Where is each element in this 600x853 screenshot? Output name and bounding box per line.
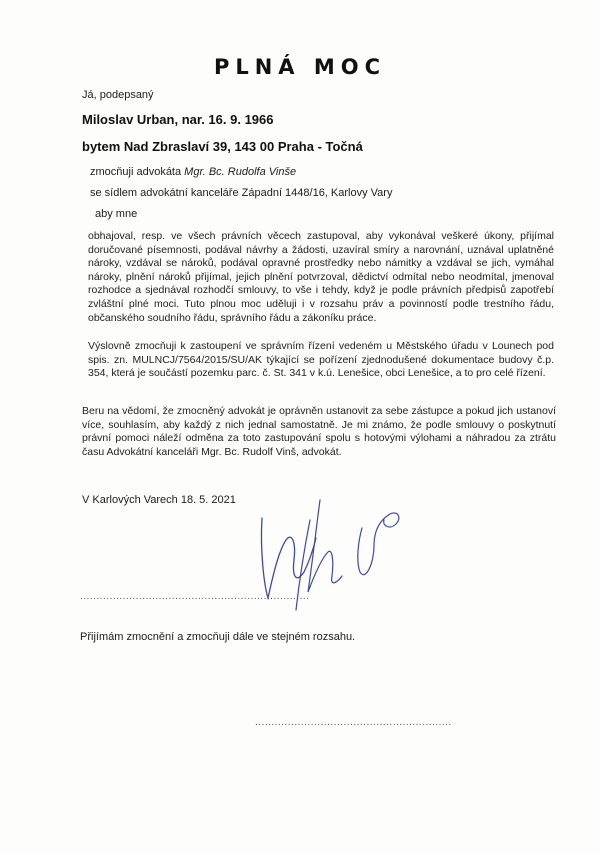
aby-mne-text: aby mne: [95, 208, 138, 220]
principal-address: bytem Nad Zbraslaví 39, 143 00 Praha - Točná: [82, 139, 363, 154]
authorizes-prefix: zmocňuji advokáta: [90, 166, 182, 178]
principal-signature-line: ......................................................................: [80, 591, 310, 602]
place-and-date: V Karlových Varech 18. 5. 2021: [82, 494, 236, 506]
acceptance-text: Přijímám zmocnění a zmocňuji dále ve stejném rozsahu.: [80, 631, 356, 643]
intro-text: Já, podepsaný: [82, 89, 154, 101]
document-title: PLNÁ MOC: [213, 55, 387, 79]
office-address: se sídlem advokátní kanceláře Západní 1448/16, Karlovy Vary: [90, 187, 393, 199]
authorizes-line: [90, 165, 296, 179]
paragraph-powers: obhajoval, resp. ve všech právních věcech zastupoval, aby vykonával veškeré úkony, přijímal doručované písemnosti, podával návrhy a žádosti, uzavíral smíry a narovnání, uznával uplatněné nároky, vzdával se nároků, podával opravné prostředky nebo námitky a vzdával se jich, vymáhal nároky, plnění nároků přijímal, jejich plnění potvrzoval, dědictví odmítal nebo neodmítal, jmenoval rozhodce a sjednával rozhodčí smlouvy, to vše i tehdy, když je podle právních předpisů zapotřebí zvláštní plné moci. Tuto plnou moc uděluji i v rozsahu práv a povinností podle trestního řádu, občanského soudního řádu, správního řádu a zákoníku práce.: [88, 230, 554, 324]
attorney-name: Mgr. Bc. Rudolfa Vinše: [184, 166, 297, 178]
principal-name: Miloslav Urban, nar. 16. 9. 1966: [82, 112, 274, 127]
paragraph-specific-proceedings: Výslovně zmocňuji k zastoupení ve správním řízení vedeném u Městského úřadu v Lounech pod spis. zn. MULNCJ/7564/2015/SU/AK týkající se pořízení zjednodušené dokumentace budovy č.p. 354, která je součástí pozemku parc. č. St. 341 v k.ú. Lenešice, obci Lenešice, a to pro celé řízení.: [88, 340, 554, 380]
attorney-signature-line: ............................................................: [255, 717, 452, 728]
paragraph-acknowledgement: Beru na vědomí, že zmocněný advokát je oprávněn ustanovit za sebe zástupce a pokud jich ustanoví více, souhlasím, aby každý z nich jednal samostatně. Je mi známo, že podle smlouvy o poskytnutí právní pomoci náleží odměna za toto zastupování spolu s hotovými výlohami a náhradou za ztrátu času Advokátní kanceláři Mgr. Bc. Rudolf Vinš, advokát.: [82, 405, 556, 458]
